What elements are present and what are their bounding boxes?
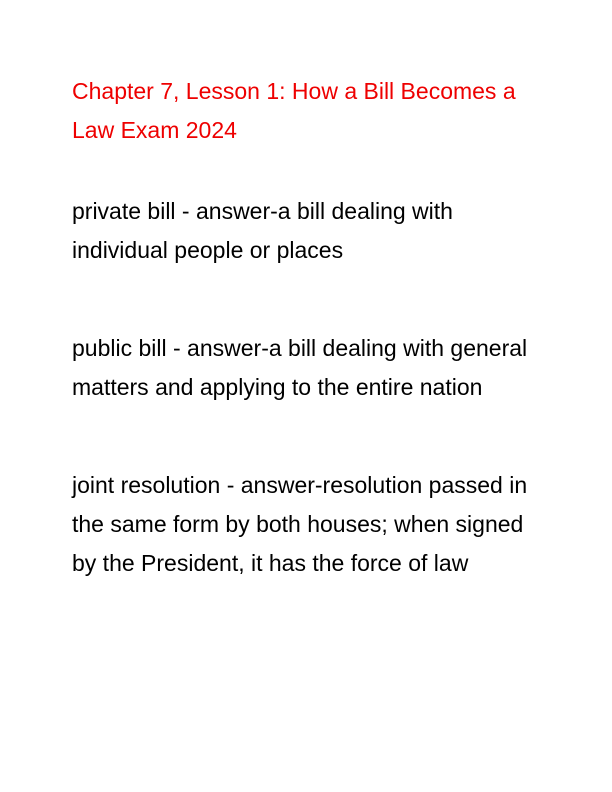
- definition-private-bill: private bill - answer-a bill dealing with individual people or places: [72, 198, 453, 263]
- definition-joint-resolution: joint resolution - answer-resolution passed in the same form by both houses; when signed by the President, it has the force of law: [72, 472, 528, 576]
- definition-public-bill: public bill - answer-a bill dealing with general matters and applying to the entire nation: [72, 335, 528, 400]
- document-title: Chapter 7, Lesson 1: How a Bill Becomes a Law Exam 2024: [72, 78, 516, 143]
- document-content: [72, 72, 552, 583]
